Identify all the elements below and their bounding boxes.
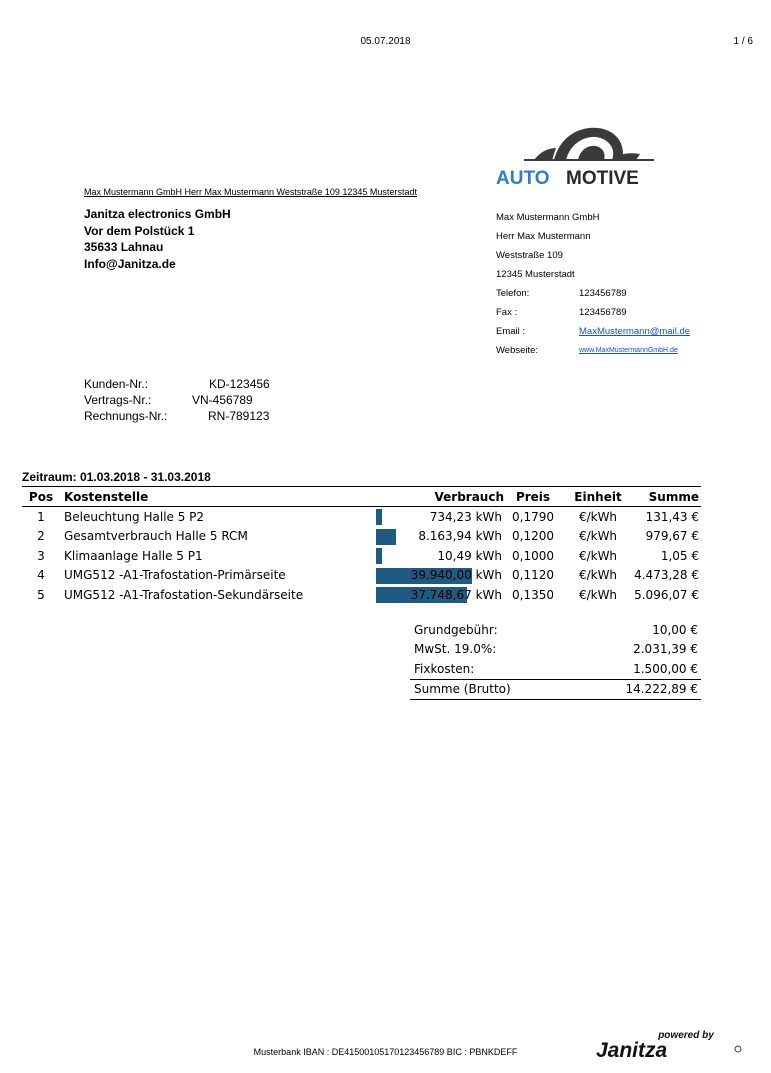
email-link[interactable]: MaxMustermann@mail.de bbox=[579, 326, 691, 337]
row-pos: 1 bbox=[37, 509, 45, 524]
janitza-logo bbox=[594, 1026, 744, 1062]
row-pos: 2 bbox=[37, 529, 45, 544]
table-row bbox=[22, 527, 701, 547]
recipient-company: Janitza electronics GmbH bbox=[84, 207, 231, 221]
powered-by-text: powered by bbox=[658, 1030, 714, 1041]
row-preis: 0,1120 bbox=[512, 568, 554, 583]
row-preis: 0,1200 bbox=[512, 529, 554, 544]
total: 14.222,89 € bbox=[625, 682, 698, 697]
col-pos: Pos bbox=[22, 488, 60, 507]
base-fee-label: Grundgebühr: bbox=[414, 622, 498, 637]
row-summe: 979,67 € bbox=[645, 529, 699, 544]
row-kostenstelle: Gesamtverbrauch Halle 5 RCM bbox=[64, 529, 248, 544]
fixed-cost: 1.500,00 € bbox=[633, 661, 698, 676]
recipient-email: Info@Janitza.de bbox=[84, 256, 176, 271]
page-counter: 1 / 6 bbox=[733, 36, 753, 47]
consumption-value: 37.748,67 kWh bbox=[410, 587, 502, 602]
fax-label: Fax : bbox=[496, 307, 518, 318]
print-date: 05.07.2018 bbox=[360, 36, 411, 47]
col-preis: Preis bbox=[504, 488, 562, 507]
divider bbox=[22, 486, 701, 487]
customer-number: KD-123456 bbox=[209, 377, 270, 391]
recipient-street: Vor dem Polstück 1 bbox=[84, 223, 195, 238]
row-verbrauch bbox=[374, 546, 504, 566]
contact-person: Herr Max Mustermann bbox=[496, 231, 591, 242]
table-row bbox=[22, 507, 701, 527]
row-verbrauch bbox=[374, 585, 504, 605]
invoice-summary bbox=[410, 620, 701, 700]
row-kostenstelle: Klimaanlage Halle 5 P1 bbox=[64, 548, 203, 563]
web-label: Webseite: bbox=[496, 345, 539, 356]
total-label: Summe (Brutto) bbox=[414, 682, 511, 697]
row-summe: 4.473,28 € bbox=[634, 568, 699, 583]
consumption-value: 734,23 kWh bbox=[429, 509, 502, 524]
table-row bbox=[22, 585, 701, 605]
table-row bbox=[22, 546, 701, 566]
row-kostenstelle: Beleuchtung Halle 5 P2 bbox=[64, 509, 205, 524]
table-row bbox=[22, 566, 701, 586]
invoice-number-label: Rechnungs-Nr.: bbox=[84, 409, 168, 423]
registered-icon bbox=[735, 1046, 741, 1052]
row-summe: 131,43 € bbox=[645, 509, 699, 524]
consumption-value: 10,49 kWh bbox=[437, 548, 502, 563]
row-preis: 0,1790 bbox=[512, 509, 554, 524]
consumption-bar bbox=[376, 548, 382, 564]
phone-label: Telefon: bbox=[496, 288, 530, 299]
janitza-brand-text: Janitza bbox=[596, 1039, 668, 1062]
vat-label: MwSt. 19.0%: bbox=[414, 642, 497, 657]
customer-number-label: Kunden-Nr.: bbox=[84, 377, 149, 391]
row-summe: 5.096,07 € bbox=[634, 587, 699, 602]
phone-value: 123456789 bbox=[579, 288, 627, 299]
website-link[interactable]: www.MaxMustermannGmbH.de bbox=[579, 347, 678, 354]
fixed-cost-label: Fixkosten: bbox=[414, 661, 475, 676]
row-kostenstelle: UMG512 -A1-Trafostation-Sekundärseite bbox=[64, 587, 304, 602]
consumption-value: 8.163,94 kWh bbox=[418, 529, 502, 544]
row-pos: 4 bbox=[37, 568, 45, 583]
sender-contact-block bbox=[496, 208, 690, 360]
col-kostenstelle: Kostenstelle bbox=[60, 488, 374, 507]
col-summe: Summe bbox=[634, 488, 701, 507]
col-verbrauch: Verbrauch bbox=[374, 488, 504, 507]
logo-word-auto: AUTO bbox=[496, 168, 550, 188]
consumption-value: 39.940,00 kWh bbox=[410, 568, 502, 583]
recipient-city: 35633 Lahnau bbox=[84, 240, 164, 254]
reference-numbers bbox=[84, 376, 270, 424]
row-einheit: €/kWh bbox=[578, 568, 618, 583]
recipient-address bbox=[84, 206, 231, 272]
row-verbrauch bbox=[374, 566, 504, 586]
consumption-bar bbox=[376, 529, 396, 545]
consumption-table bbox=[22, 488, 701, 605]
billing-period: Zeitraum: 01.03.2018 - 31.03.2018 bbox=[22, 470, 211, 484]
row-summe: 1,05 € bbox=[660, 548, 699, 563]
row-pos: 5 bbox=[37, 587, 45, 602]
row-preis: 0,1000 bbox=[512, 548, 554, 563]
contact-street: Weststraße 109 bbox=[496, 250, 563, 261]
automotive-logo bbox=[494, 122, 686, 188]
contact-company: Max Mustermann GmbH bbox=[496, 212, 600, 223]
sender-return-line: Max Mustermann GmbH Herr Max Mustermann Weststraße 109 12345 Musterstadt bbox=[84, 187, 417, 197]
table-header-row bbox=[22, 488, 701, 507]
logo-word-motive: MOTIVE bbox=[566, 168, 639, 188]
contract-number: VN-456789 bbox=[192, 393, 253, 407]
email-label: Email : bbox=[496, 326, 526, 337]
row-pos: 3 bbox=[37, 548, 45, 563]
row-verbrauch bbox=[374, 527, 504, 547]
vat: 2.031,39 € bbox=[633, 642, 698, 657]
contact-city: 12345 Musterstadt bbox=[496, 269, 575, 280]
tire-icon bbox=[524, 128, 654, 161]
row-einheit: €/kWh bbox=[578, 587, 618, 602]
row-einheit: €/kWh bbox=[578, 509, 618, 524]
base-fee: 10,00 € bbox=[652, 622, 698, 637]
row-einheit: €/kWh bbox=[578, 548, 618, 563]
row-preis: 0,1350 bbox=[512, 587, 554, 602]
fax-value: 123456789 bbox=[579, 307, 627, 318]
row-verbrauch bbox=[374, 507, 504, 527]
row-kostenstelle: UMG512 -A1-Trafostation-Primärseite bbox=[64, 568, 286, 583]
contract-number-label: Vertrags-Nr.: bbox=[84, 393, 152, 407]
bank-details: Musterbank IBAN : DE41500105170123456789 BIC : PBNKDEFF bbox=[253, 1047, 518, 1057]
row-einheit: €/kWh bbox=[578, 529, 618, 544]
col-einheit: Einheit bbox=[562, 488, 634, 507]
invoice-number: RN-789123 bbox=[208, 409, 270, 423]
consumption-bar bbox=[376, 509, 382, 525]
